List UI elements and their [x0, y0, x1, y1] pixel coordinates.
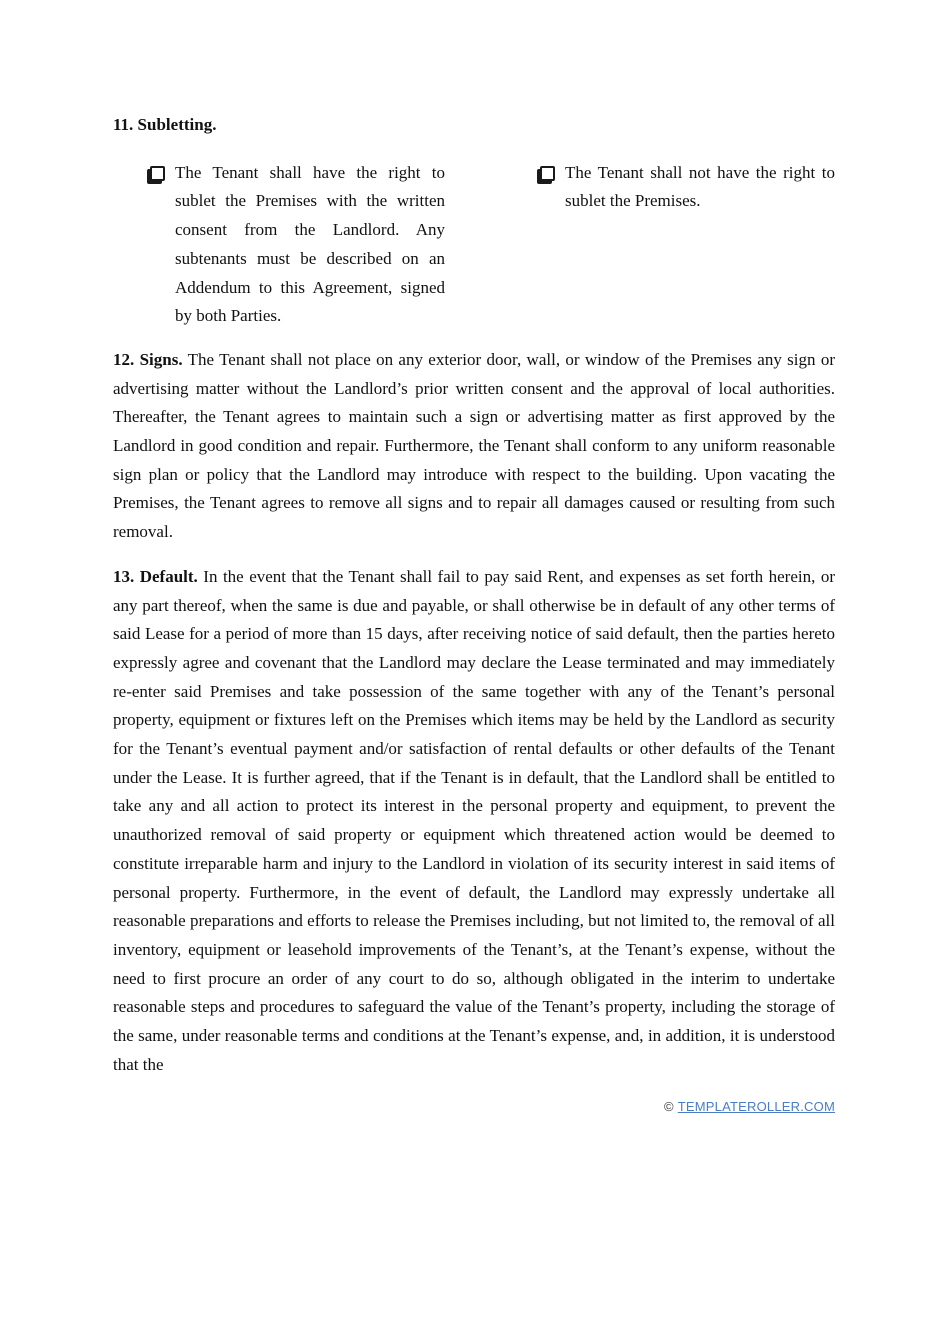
option-sublet-not-allowed-text: The Tenant shall not have the right to sublet the Premises. [565, 162, 835, 211]
section-13-body: In the event that the Tenant shall fail to pay said Rent, and expenses as set forth herein, or any part thereof, when the same is due and payable, or shall otherwise be in default of any other terms of said Lease for a period of more than 15 days, after receiving notice of said default, then the parties hereto expressly agree and covenant that the Landlord may declare the Lease terminated and may immediately re-enter said Premises and take possession of the same together with any of the Tenant’s personal property, equipment or fixtures left on the Premises which items may be held by the Landlord as security for the Tenant’s eventual payment and/or satisfaction of rental defaults or other defaults of the Tenant under the Lease. It is further agreed, that if the Tenant is in default, that the Landlord shall be entitled to take any and all action to protect its interest in the personal property and equipment, to prevent the unauthorized removal of said property or equipment which threatened action would be deemed to constitute irreparable harm and injury to the Landlord in violation of its security interest in said items of personal property. Furthermore, in the event of default, the Landlord may expressly undertake all reasonable preparations and efforts to release the Premises including, but not limited to, the removal of all inventory, equipment or leasehold improvements of the Tenant’s, at the Tenant’s expense, without the need to first procure an order of any court to do so, although obligated in the interim to undertake reasonable steps and procedures to safeguard the value of the Tenant’s property, including the storage of the same, under reasonable terms and conditions at the Tenant’s expense, and, in addition, it is understood that the [113, 566, 835, 1074]
option-sublet-allowed [147, 159, 445, 331]
section-12-body: The Tenant shall not place on any exterior door, wall, or window of the Premises any sign or advertising matter without the Landlord’s prior written consent and the approval of local authorities. Thereafter, the Tenant agrees to maintain such a sign or advertising matter as first approved by the Landlord in good condition and repair. Furthermore, the Tenant shall conform to any uniform reasonable sign plan or policy that the Landlord may introduce with respect to the building. Upon vacating the Premises, the Tenant agrees to remove all signs and to repair all damages caused or resulting from such removal. [113, 349, 836, 542]
section-12-paragraph [113, 346, 835, 547]
subletting-options-row [147, 159, 835, 331]
option-sublet-allowed-text: The Tenant shall have the right to sublet the Premises with the written consent from the Landlord. Any subtenants must be described on an Addendum to this Agreement, signed by both Parties. [175, 162, 445, 326]
section-13-paragraph [113, 563, 835, 1080]
unchecked-checkbox-icon[interactable] [150, 166, 165, 181]
section-12-label: 12. Signs. [113, 349, 183, 369]
unchecked-checkbox-icon[interactable] [540, 166, 555, 181]
option-sublet-not-allowed [537, 159, 835, 331]
page-footer [113, 1098, 835, 1115]
templateroller-link[interactable]: TEMPLATEROLLER.COM [677, 1098, 835, 1114]
copyright-symbol: © [663, 1098, 674, 1114]
section-13-label: 13. Default. [113, 566, 198, 586]
section-11-heading: 11. Subletting. [113, 115, 217, 134]
